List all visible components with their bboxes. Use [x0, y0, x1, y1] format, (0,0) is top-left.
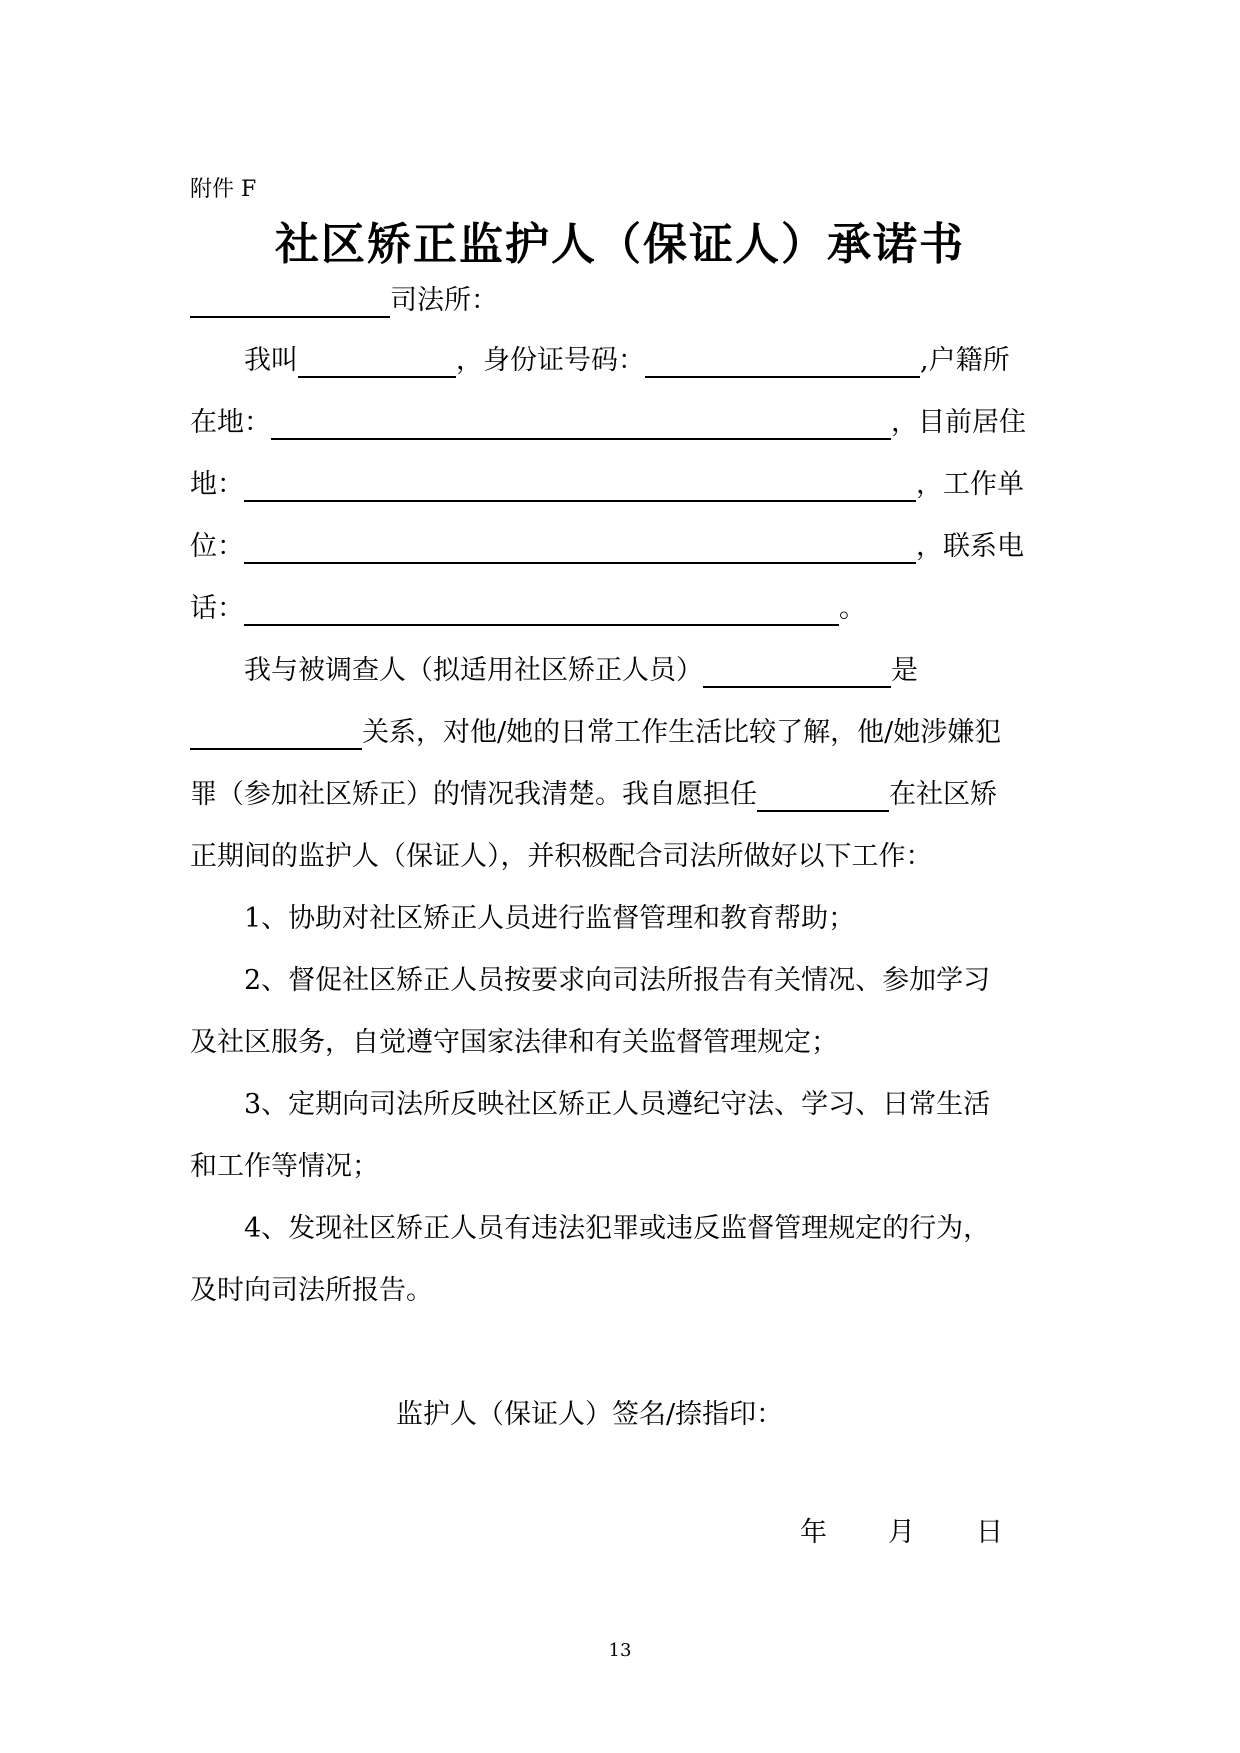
page-number: 13: [608, 1640, 632, 1661]
item-2-line2: 及社区服务，自觉遵守国家法律和有关监督管理规定；: [190, 1027, 838, 1058]
relationship-blank[interactable]: [190, 718, 362, 750]
item-4-line2: 及时向司法所报告。: [190, 1275, 433, 1306]
judicial-office-blank[interactable]: [190, 286, 390, 318]
para1-line1: 我叫 ，身份证号码： ,户籍所: [244, 345, 1010, 376]
document-title: 社区矫正监护人（保证人）承诺书: [275, 219, 965, 270]
name-blank[interactable]: [298, 346, 456, 378]
work-unit-blank[interactable]: [244, 532, 916, 564]
signature-label: 监护人（保证人）签名/捺指印：: [396, 1399, 784, 1430]
date-day: 日: [976, 1517, 1003, 1548]
item-4-line1: 4、发现社区矫正人员有违法犯罪或违反监督管理规定的行为，: [244, 1213, 991, 1244]
respondent-name-blank[interactable]: [703, 656, 891, 688]
para2-line4: 正期间的监护人（保证人），并积极配合司法所做好以下工作：: [190, 841, 933, 872]
date-year: 年: [800, 1517, 827, 1548]
phone-blank[interactable]: [244, 594, 839, 626]
date-month: 月: [888, 1517, 915, 1548]
para2-line3: 罪（参加社区矫正）的情况我清楚。我自愿担任 在社区矫: [190, 779, 997, 810]
item-3-line2: 和工作等情况；: [190, 1151, 379, 1182]
household-location-blank[interactable]: [271, 408, 891, 440]
item-2-line1: 2、督促社区矫正人员按要求向司法所报告有关情况、参加学习: [244, 965, 991, 996]
para2-line1: 我与被调查人（拟适用社区矫正人员） 是: [244, 655, 918, 686]
para1-line2: 在地： ，目前居住: [190, 407, 1026, 438]
addressee-line: 司法所：: [190, 284, 498, 318]
para1-line5: 话： 。: [190, 593, 866, 624]
item-1: 1、协助对社区矫正人员进行监督管理和教育帮助；: [244, 903, 856, 934]
item-3-line1: 3、定期向司法所反映社区矫正人员遵纪守法、学习、日常生活: [244, 1089, 991, 1120]
para1-line3: 地： ，工作单: [190, 469, 1024, 500]
para2-line2: 关系，对他/她的日常工作生活比较了解，他/她涉嫌犯: [190, 716, 1001, 750]
person-name-blank[interactable]: [757, 780, 889, 812]
current-residence-blank[interactable]: [244, 470, 916, 502]
para1-line4: 位： ，联系电: [190, 531, 1024, 562]
id-number-blank[interactable]: [645, 346, 920, 378]
attachment-label: 附件 F: [190, 177, 257, 202]
